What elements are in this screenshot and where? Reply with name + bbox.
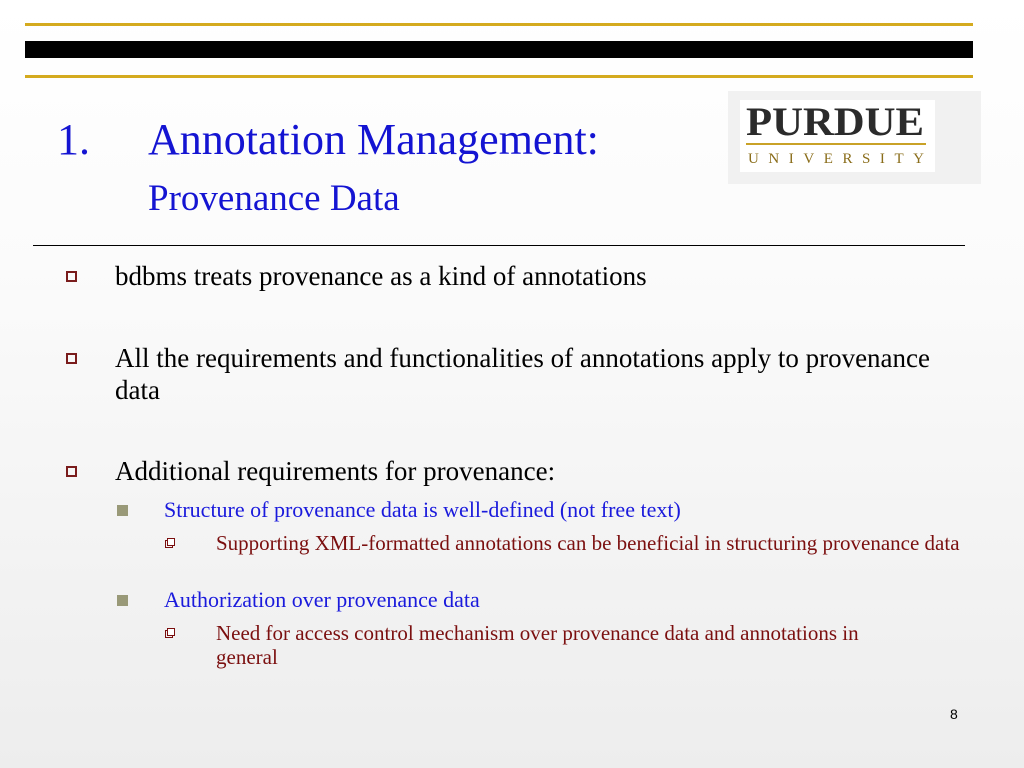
hollow-square-bullet — [66, 353, 77, 364]
bullet-2-text: All the requirements and functionalities of annotations apply to provenance data — [115, 343, 931, 405]
sub-bullet-1-text: Structure of provenance data is well-defined (not free text) — [164, 497, 681, 522]
filled-square-bullet — [117, 505, 128, 516]
bullet-3-text: Additional requirements for provenance: — [115, 456, 556, 486]
hollow-square-bullet — [66, 271, 77, 282]
logo-wordmark: PURDUE — [746, 99, 924, 144]
hollow-square-bullet — [66, 466, 77, 477]
purdue-logo-graphic — [728, 91, 981, 184]
page-number: 8 — [950, 706, 958, 722]
bottom-gold-line — [25, 75, 973, 78]
sub-sub-bullet-2-text: Need for access control mechanism over provenance data and annotations in general — [216, 621, 859, 669]
checkbox-bullet-icon — [165, 628, 175, 638]
logo-subtitle: UNIVERSITY — [748, 151, 924, 167]
header-black-bar — [25, 41, 973, 58]
title-number: 1. — [57, 115, 90, 164]
top-gold-line — [25, 23, 973, 26]
sub-bullet-2-text: Authorization over provenance data — [164, 587, 480, 612]
slide-title: Annotation Management: — [148, 115, 599, 164]
title-divider — [33, 245, 965, 246]
purdue-logo — [728, 91, 981, 184]
checkbox-bullet-icon — [165, 538, 175, 548]
bullet-1-text: bdbms treats provenance as a kind of annotations — [115, 261, 647, 291]
slide-subtitle: Provenance Data — [148, 178, 400, 219]
sub-sub-bullet-1-text: Supporting XML-formatted annotations can be beneficial in structuring provenance data — [216, 531, 960, 555]
filled-square-bullet — [117, 595, 128, 606]
